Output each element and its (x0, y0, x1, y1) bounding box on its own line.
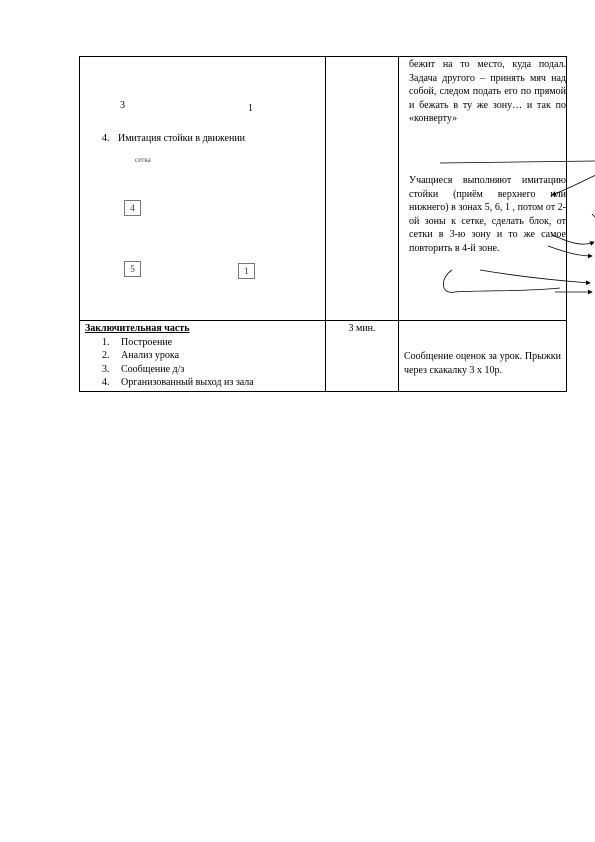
continued-description-text: бежит на то место, куда подал. Задача другого – принять мяч над собой, следом подать его по прямой и бежать в ту же зону… и так по «конверту» (409, 59, 566, 124)
position-1-label: 1 (248, 103, 253, 114)
list-item (80, 336, 325, 350)
list-item (80, 376, 325, 390)
closing-notes-text: Сообщение оценок за урок. Прыжки через скакалку 3 х 10р. (404, 351, 561, 376)
time-cell-empty (326, 57, 399, 321)
list-item-number: 1. (102, 336, 110, 348)
closing-part-cell (80, 321, 326, 392)
diagram-cell (80, 57, 326, 321)
drill-description-text: Учащиеся выполняют имитацию стойки (приём верхнего или нижнего) в зонах 5, 6, 1 , потом от 2-ой зоны к сетке, сделать блок, от сетки в 3-ю зону и то же самое повторить в 4-й зоне. (409, 175, 566, 254)
list-item-text: Анализ урока (121, 350, 180, 361)
closing-part-title: Заключительная часть (85, 323, 190, 334)
table-row (80, 321, 567, 392)
net-label: сетка (135, 156, 151, 164)
list-item-number: 3. (102, 363, 110, 375)
closing-duration: 3 мин. (348, 323, 376, 334)
list-item-text: Построение (121, 336, 173, 348)
exercise-item-text: Имитация стойки в движении (118, 133, 246, 144)
list-item-text: Организованный выход из зала (121, 377, 254, 388)
description-cell (399, 57, 567, 321)
closing-steps-list (80, 336, 325, 390)
lesson-plan-table (79, 56, 567, 392)
list-item (80, 363, 325, 377)
zone-4-box: 4 (124, 200, 141, 216)
table-row (80, 57, 567, 321)
list-item-text: Сообщение д/з (121, 363, 185, 375)
closing-notes-cell (399, 321, 567, 392)
position-3-label: 3 (120, 100, 125, 111)
zone-1-box: 1 (238, 263, 255, 279)
exercise-item-4 (102, 132, 245, 146)
list-item (80, 349, 325, 363)
list-item-number: 2. (102, 350, 110, 361)
closing-duration-cell (326, 321, 399, 392)
exercise-item-number: 4. (102, 133, 110, 144)
list-item-number: 4. (102, 377, 110, 388)
zone-5-box: 5 (124, 261, 141, 277)
